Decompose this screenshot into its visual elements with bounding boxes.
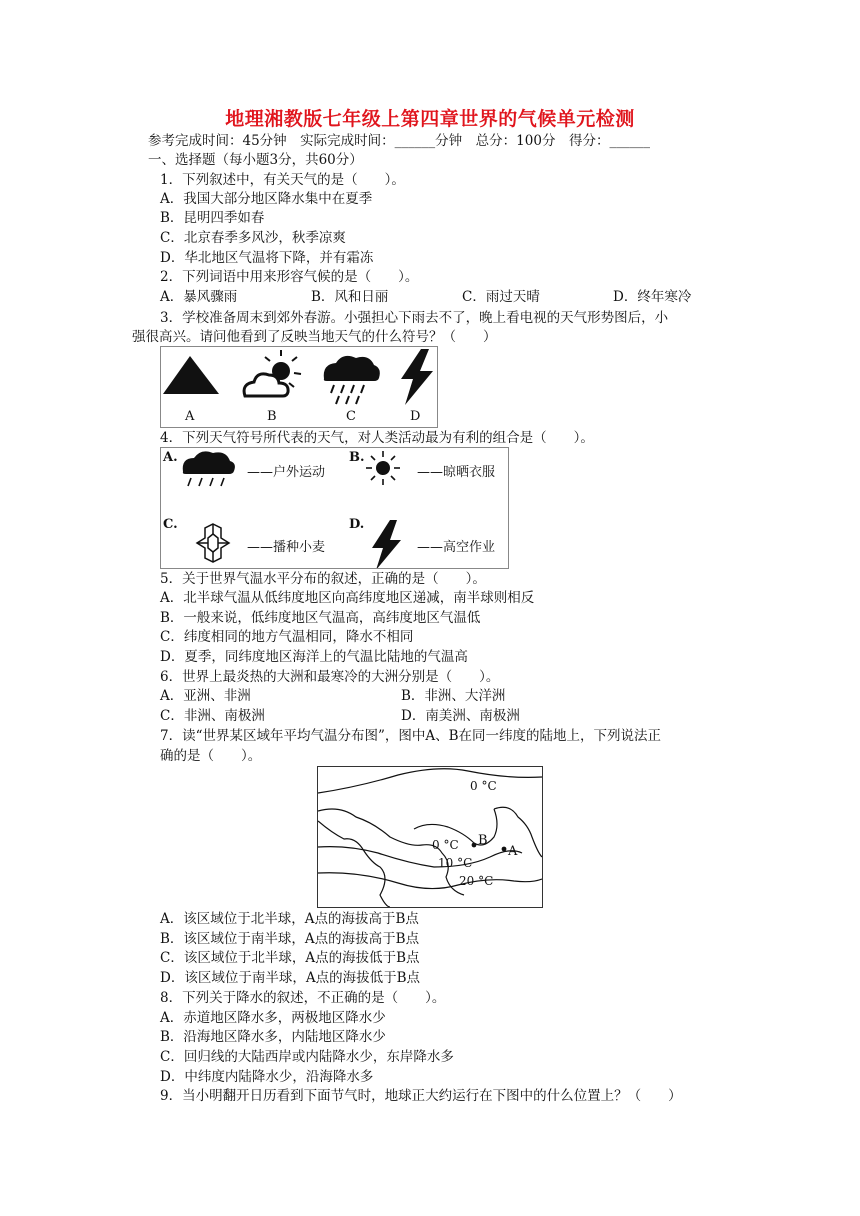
q4-caption-d: ——高空作业 [417, 540, 496, 555]
coastline-lower-left [318, 821, 390, 907]
q8-stem: 8．下列关于降水的叙述，不正确的是（ ）。 [160, 990, 446, 1006]
q4-caption-c: ——播种小麦 [247, 540, 326, 555]
q3-label-a: A [185, 409, 195, 424]
q6-stem: 6．世界上最炎热的大洲和最寒冷的大洲分别是（ ）。 [160, 669, 500, 685]
info-line: 参考完成时间：45分钟 实际完成时间：______分钟 总分：100分 得分：______ [148, 133, 650, 149]
q9-stem: 9．当小明翻开日历看到下面节气时，地球正大约运行在下图中的什么位置上？（ ） [160, 1088, 682, 1104]
q8-option-b: B．沿海地区降水多，内陆地区降水少 [160, 1029, 386, 1045]
q8-option-d: D．中纬度内陆降水少，沿海降水多 [160, 1069, 374, 1085]
map-label-a: A [508, 844, 518, 859]
map-label-20: 20 °C [459, 874, 494, 888]
q6-option-b: B．非洲、大洋洲 [401, 688, 506, 704]
partly-cloudy-icon [244, 350, 301, 396]
q8-option-c: C．回归线的大陆西岸或内陆降水少，东岸降水多 [160, 1049, 454, 1065]
q7-isotherm-map [318, 767, 542, 907]
q5-option-b: B．一般来说，低纬度地区气温高，高纬度地区气温低 [160, 610, 481, 626]
q4-letter-a: A. [163, 450, 178, 465]
q5-option-a: A．北半球气温从低纬度地区向高纬度地区递减，南半球则相反 [160, 590, 535, 606]
q7-option-d: D．该区域位于南半球，A点的海拔低于B点 [160, 970, 420, 986]
q3-stem-line1: 3．学校准备周末到郊外春游。小强担心下雨去不了，晚上看电视的天气形势图后，小 [160, 310, 669, 326]
coastline-right [494, 807, 542, 857]
q7-map [317, 766, 543, 908]
q8-option-a: A．赤道地区降水多，两极地区降水少 [160, 1010, 386, 1026]
q4-caption-a: ——户外运动 [247, 465, 326, 480]
q4-lightning-icon [372, 520, 401, 568]
q2-stem: 2．下列词语中用来形容气候的是（ ）。 [160, 269, 419, 285]
q1-option-d: D．华北地区气温将下降，并有霜冻 [160, 250, 374, 266]
q4-caption-b: ——晾晒衣服 [417, 465, 496, 480]
q6-option-c: C．非洲、南极洲 [160, 708, 265, 724]
coastline-left [318, 809, 464, 895]
q3-label-b: B [267, 409, 277, 424]
q3-stem-line2: 强很高兴。请问他看到了反映当地天气的什么符号？（ ） [132, 329, 497, 345]
q2-option-c: C．雨过天晴 [462, 289, 540, 305]
q4-stem: 4．下列天气符号所代表的天气，对人类活动最为有利的组合是（ ）。 [160, 430, 594, 446]
q2-option-a: A．暴风骤雨 [160, 289, 238, 305]
mountain-icon [163, 356, 219, 394]
q3-figure [160, 346, 438, 428]
q4-figure [160, 447, 509, 569]
section-heading: 一、选择题（每小题3分，共60分） [148, 152, 363, 168]
q1-stem: 1．下列叙述中，有关天气的是（ ）。 [160, 172, 405, 188]
isotherm-0-top [318, 769, 542, 793]
q2-option-b: B．风和日丽 [311, 289, 389, 305]
q5-option-c: C．纬度相同的地方气温相同，降水不相同 [160, 629, 414, 645]
map-label-10: 10 °C [438, 856, 473, 870]
q4-letter-d: D. [349, 517, 365, 532]
page-title: 地理湘教版七年级上第四章世界的气候单元检测 [225, 108, 635, 130]
q4-sun-icon [366, 451, 400, 485]
q3-symbols [161, 347, 437, 427]
q4-letter-b: B. [349, 450, 365, 465]
q1-option-a: A．我国大部分地区降水集中在夏季 [160, 191, 373, 207]
q5-stem: 5．关于世界气温水平分布的叙述，正确的是（ ）。 [160, 571, 486, 587]
q7-option-b: B．该区域位于南半球，A点的海拔高于B点 [160, 931, 420, 947]
q6-option-d: D．南美洲、南极洲 [401, 708, 520, 724]
q7-stem-line1: 7．读“世界某区域年平均气温分布图”，图中A、B在同一纬度的陆地上，下列说法正 [160, 728, 662, 744]
q4-letter-c: C. [163, 517, 178, 532]
map-label-b: B [478, 833, 488, 848]
q7-option-a: A．该区域位于北半球，A点的海拔高于B点 [160, 911, 419, 927]
map-label-0-top: 0 °C [470, 779, 497, 793]
q3-label-c: C [346, 409, 356, 424]
q3-label-d: D [410, 409, 421, 424]
q4-rain-cloud-icon [183, 451, 235, 486]
q2-option-d: D．终年寒冷 [613, 289, 692, 305]
q7-stem-line2: 确的是（ ）。 [160, 748, 262, 764]
q6-option-a: A．亚洲、非洲 [160, 688, 251, 704]
q1-option-c: C．北京春季多风沙，秋季凉爽 [160, 230, 346, 246]
map-label-0-mid: 0 °C [432, 838, 459, 852]
isotherm-10 [318, 847, 522, 867]
lightning-icon [401, 349, 433, 405]
q1-option-b: B．昆明四季如春 [160, 210, 265, 226]
q5-option-d: D．夏季，同纬度地区海洋上的气温比陆地的气温高 [160, 649, 468, 665]
q4-snowflake-icon [197, 524, 229, 562]
rain-cloud-icon [324, 356, 380, 404]
point-b [472, 843, 477, 848]
isotherm-20 [318, 873, 542, 889]
q7-option-c: C．该区域位于北半球，A点的海拔低于B点 [160, 950, 420, 966]
point-a [502, 847, 507, 852]
